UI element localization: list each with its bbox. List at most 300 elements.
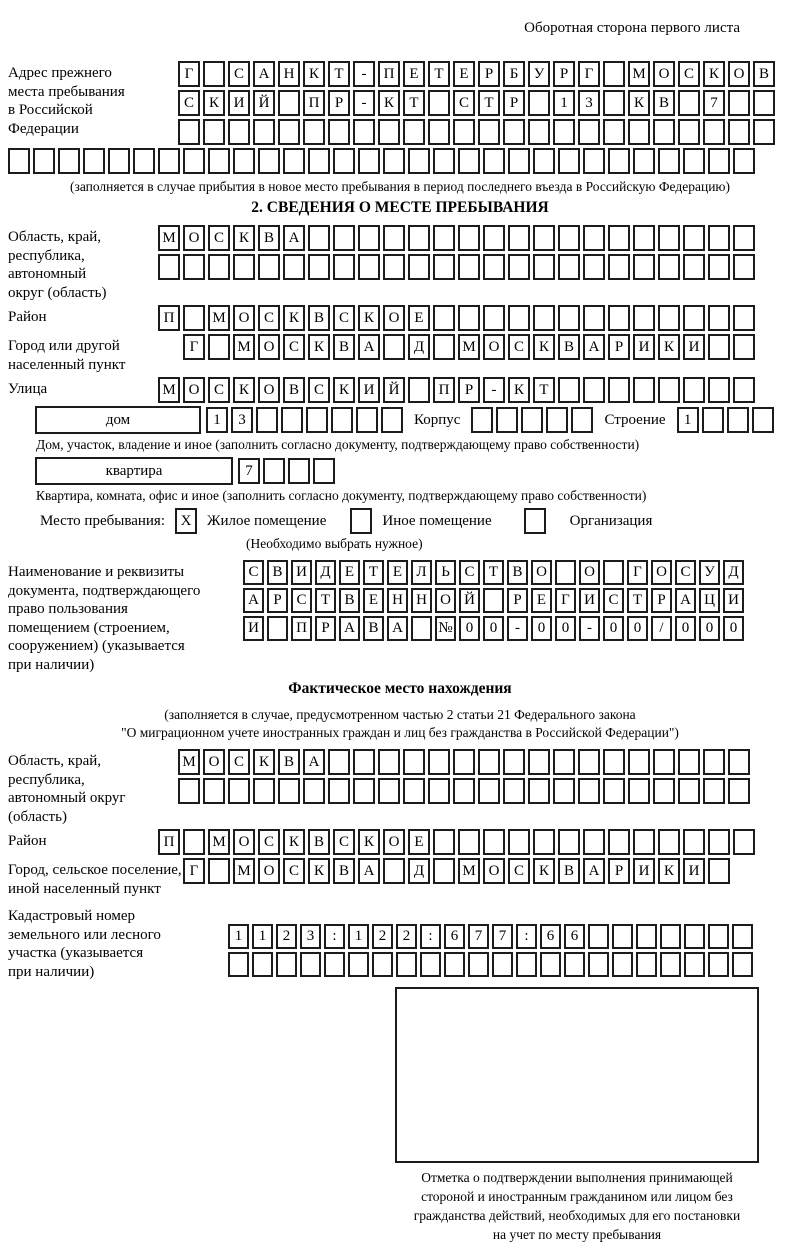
char-cell[interactable]: - (507, 616, 528, 641)
char-cell[interactable]: А (303, 749, 325, 775)
char-cell[interactable] (603, 778, 625, 804)
char-cell[interactable]: Т (328, 61, 350, 87)
char-cell[interactable]: С (333, 305, 355, 331)
char-cell[interactable] (533, 225, 555, 251)
char-cell[interactable]: Ь (435, 560, 456, 585)
char-cell[interactable] (333, 225, 355, 251)
char-cell[interactable] (183, 305, 205, 331)
char-cell[interactable] (678, 119, 700, 145)
char-cell[interactable] (603, 749, 625, 775)
char-cell[interactable]: / (651, 616, 672, 641)
char-cell[interactable]: 2 (372, 924, 393, 949)
char-cell[interactable] (228, 778, 250, 804)
char-cell[interactable] (733, 334, 755, 360)
char-cell[interactable] (483, 829, 505, 855)
char-cell[interactable]: Г (183, 858, 205, 884)
char-cell[interactable] (683, 148, 705, 174)
char-cell[interactable] (328, 119, 350, 145)
char-cell[interactable] (633, 254, 655, 280)
char-cell[interactable]: С (208, 225, 230, 251)
char-cell[interactable] (263, 458, 285, 484)
char-cell[interactable]: 7 (468, 924, 489, 949)
char-cell[interactable] (353, 778, 375, 804)
char-cell[interactable]: О (435, 588, 456, 613)
char-cell[interactable] (203, 119, 225, 145)
char-cell[interactable]: С (228, 61, 250, 87)
char-cell[interactable] (636, 924, 657, 949)
char-cell[interactable]: С (508, 858, 530, 884)
char-cell[interactable]: К (703, 61, 725, 87)
char-cell[interactable]: В (278, 749, 300, 775)
char-cell[interactable] (583, 829, 605, 855)
char-cell[interactable] (133, 148, 155, 174)
char-cell[interactable] (703, 119, 725, 145)
char-cell[interactable] (728, 778, 750, 804)
char-cell[interactable]: 1 (677, 407, 699, 433)
char-cell[interactable]: 2 (276, 924, 297, 949)
char-cell[interactable] (372, 952, 393, 977)
char-cell[interactable]: Д (408, 334, 430, 360)
char-cell[interactable]: Р (315, 616, 336, 641)
char-cell[interactable] (353, 119, 375, 145)
char-cell[interactable] (683, 225, 705, 251)
char-cell[interactable]: К (628, 90, 650, 116)
char-cell[interactable] (178, 119, 200, 145)
char-cell[interactable] (408, 225, 430, 251)
char-cell[interactable] (183, 829, 205, 855)
char-cell[interactable] (383, 858, 405, 884)
char-cell[interactable] (300, 952, 321, 977)
char-cell[interactable] (483, 254, 505, 280)
char-cell[interactable] (728, 90, 750, 116)
char-cell[interactable]: 0 (675, 616, 696, 641)
char-cell[interactable]: 3 (578, 90, 600, 116)
char-cell[interactable]: И (633, 334, 655, 360)
char-cell[interactable]: В (258, 225, 280, 251)
char-cell[interactable] (533, 305, 555, 331)
char-cell[interactable] (348, 952, 369, 977)
char-cell[interactable]: К (658, 858, 680, 884)
char-cell[interactable] (708, 858, 730, 884)
char-cell[interactable]: К (283, 829, 305, 855)
char-cell[interactable]: 1 (206, 407, 228, 433)
char-cell[interactable] (203, 778, 225, 804)
char-cell[interactable] (453, 778, 475, 804)
char-cell[interactable]: К (508, 377, 530, 403)
char-cell[interactable] (383, 254, 405, 280)
char-cell[interactable] (708, 952, 729, 977)
char-cell[interactable]: В (753, 61, 775, 87)
char-cell[interactable] (528, 778, 550, 804)
char-cell[interactable] (8, 148, 30, 174)
char-cell[interactable] (636, 952, 657, 977)
char-cell[interactable] (453, 749, 475, 775)
char-cell[interactable] (378, 778, 400, 804)
char-cell[interactable]: В (333, 858, 355, 884)
char-cell[interactable] (588, 952, 609, 977)
char-cell[interactable] (433, 334, 455, 360)
char-cell[interactable] (283, 254, 305, 280)
char-cell[interactable] (553, 749, 575, 775)
char-cell[interactable] (403, 749, 425, 775)
char-cell[interactable] (433, 148, 455, 174)
char-cell[interactable]: Л (411, 560, 432, 585)
char-cell[interactable]: С (675, 560, 696, 585)
char-cell[interactable]: П (158, 829, 180, 855)
char-cell[interactable] (678, 778, 700, 804)
char-cell[interactable] (496, 407, 518, 433)
char-cell[interactable] (608, 305, 630, 331)
checkbox-residential[interactable]: X (175, 508, 197, 534)
char-cell[interactable]: Т (403, 90, 425, 116)
char-cell[interactable]: Т (315, 588, 336, 613)
char-cell[interactable]: В (308, 829, 330, 855)
char-cell[interactable] (378, 119, 400, 145)
char-cell[interactable] (733, 225, 755, 251)
char-cell[interactable] (358, 254, 380, 280)
char-cell[interactable]: М (178, 749, 200, 775)
char-cell[interactable]: - (483, 377, 505, 403)
char-cell[interactable] (583, 225, 605, 251)
char-cell[interactable] (708, 254, 730, 280)
char-cell[interactable] (383, 225, 405, 251)
char-cell[interactable] (383, 148, 405, 174)
char-cell[interactable] (33, 148, 55, 174)
char-cell[interactable] (403, 119, 425, 145)
char-cell[interactable] (583, 305, 605, 331)
char-cell[interactable] (353, 749, 375, 775)
char-cell[interactable] (358, 225, 380, 251)
char-cell[interactable] (503, 778, 525, 804)
char-cell[interactable] (633, 377, 655, 403)
char-cell[interactable] (203, 61, 225, 87)
char-cell[interactable]: А (243, 588, 264, 613)
char-cell[interactable] (678, 749, 700, 775)
char-cell[interactable] (528, 90, 550, 116)
char-cell[interactable] (396, 952, 417, 977)
char-cell[interactable] (58, 148, 80, 174)
char-cell[interactable] (453, 119, 475, 145)
char-cell[interactable] (683, 377, 705, 403)
char-cell[interactable] (703, 749, 725, 775)
char-cell[interactable]: В (283, 377, 305, 403)
char-cell[interactable] (253, 119, 275, 145)
char-cell[interactable]: Т (483, 560, 504, 585)
char-cell[interactable]: С (508, 334, 530, 360)
char-cell[interactable] (267, 616, 288, 641)
char-cell[interactable]: И (228, 90, 250, 116)
char-cell[interactable]: М (233, 334, 255, 360)
char-cell[interactable]: 3 (231, 407, 253, 433)
checkbox-organization[interactable] (524, 508, 546, 534)
char-cell[interactable]: 1 (553, 90, 575, 116)
char-cell[interactable]: О (183, 377, 205, 403)
char-cell[interactable] (108, 148, 130, 174)
char-cell[interactable]: В (558, 334, 580, 360)
char-cell[interactable] (521, 407, 543, 433)
char-cell[interactable]: Т (627, 588, 648, 613)
char-cell[interactable] (308, 148, 330, 174)
char-cell[interactable]: : (420, 924, 441, 949)
char-cell[interactable] (253, 778, 275, 804)
char-cell[interactable] (658, 225, 680, 251)
char-cell[interactable]: Н (278, 61, 300, 87)
char-cell[interactable]: Т (478, 90, 500, 116)
char-cell[interactable]: В (267, 560, 288, 585)
char-cell[interactable] (483, 225, 505, 251)
char-cell[interactable] (508, 225, 530, 251)
char-cell[interactable] (612, 924, 633, 949)
char-cell[interactable]: К (283, 305, 305, 331)
char-cell[interactable] (633, 305, 655, 331)
char-cell[interactable]: А (387, 616, 408, 641)
char-cell[interactable] (728, 119, 750, 145)
char-cell[interactable] (684, 924, 705, 949)
char-cell[interactable] (433, 225, 455, 251)
char-cell[interactable]: В (653, 90, 675, 116)
char-cell[interactable] (588, 924, 609, 949)
checkbox-other-premises[interactable] (350, 508, 372, 534)
char-cell[interactable]: К (233, 225, 255, 251)
char-cell[interactable] (612, 952, 633, 977)
char-cell[interactable] (483, 305, 505, 331)
char-cell[interactable] (403, 778, 425, 804)
char-cell[interactable] (732, 952, 753, 977)
char-cell[interactable] (444, 952, 465, 977)
char-cell[interactable]: Г (183, 334, 205, 360)
char-cell[interactable] (333, 254, 355, 280)
char-cell[interactable] (208, 858, 230, 884)
char-cell[interactable]: В (308, 305, 330, 331)
char-cell[interactable] (478, 749, 500, 775)
char-cell[interactable] (533, 829, 555, 855)
char-cell[interactable] (578, 749, 600, 775)
char-cell[interactable] (653, 119, 675, 145)
char-cell[interactable]: Г (555, 588, 576, 613)
char-cell[interactable] (303, 119, 325, 145)
char-cell[interactable]: К (203, 90, 225, 116)
char-cell[interactable]: Р (608, 858, 630, 884)
char-cell[interactable]: Д (723, 560, 744, 585)
char-cell[interactable] (583, 254, 605, 280)
char-cell[interactable]: Р (608, 334, 630, 360)
char-cell[interactable]: А (583, 334, 605, 360)
char-cell[interactable] (658, 148, 680, 174)
char-cell[interactable]: И (723, 588, 744, 613)
char-cell[interactable]: Р (478, 61, 500, 87)
char-cell[interactable] (178, 778, 200, 804)
char-cell[interactable] (708, 334, 730, 360)
char-cell[interactable] (733, 305, 755, 331)
char-cell[interactable]: И (291, 560, 312, 585)
char-cell[interactable] (256, 407, 278, 433)
char-cell[interactable]: О (233, 829, 255, 855)
char-cell[interactable]: О (383, 829, 405, 855)
char-cell[interactable] (583, 148, 605, 174)
char-cell[interactable] (408, 377, 430, 403)
char-cell[interactable]: О (203, 749, 225, 775)
char-cell[interactable] (503, 119, 525, 145)
char-cell[interactable]: А (675, 588, 696, 613)
char-cell[interactable] (468, 952, 489, 977)
char-cell[interactable] (458, 829, 480, 855)
char-cell[interactable] (278, 778, 300, 804)
char-cell[interactable] (258, 148, 280, 174)
char-cell[interactable] (533, 148, 555, 174)
char-cell[interactable] (658, 254, 680, 280)
char-cell[interactable]: С (228, 749, 250, 775)
char-cell[interactable]: Е (363, 588, 384, 613)
char-cell[interactable] (328, 749, 350, 775)
char-cell[interactable] (458, 148, 480, 174)
char-cell[interactable]: М (628, 61, 650, 87)
char-cell[interactable]: С (283, 858, 305, 884)
char-cell[interactable] (458, 305, 480, 331)
char-cell[interactable] (433, 858, 455, 884)
char-cell[interactable] (381, 407, 403, 433)
char-cell[interactable] (528, 119, 550, 145)
char-cell[interactable]: В (558, 858, 580, 884)
char-cell[interactable] (83, 148, 105, 174)
char-cell[interactable]: О (651, 560, 672, 585)
char-cell[interactable]: Г (178, 61, 200, 87)
char-cell[interactable]: И (243, 616, 264, 641)
char-cell[interactable]: С (178, 90, 200, 116)
char-cell[interactable]: В (333, 334, 355, 360)
char-cell[interactable] (358, 148, 380, 174)
char-cell[interactable]: О (728, 61, 750, 87)
char-cell[interactable]: С (678, 61, 700, 87)
char-cell[interactable]: К (378, 90, 400, 116)
char-cell[interactable]: О (383, 305, 405, 331)
char-cell[interactable] (183, 254, 205, 280)
char-cell[interactable] (208, 148, 230, 174)
char-cell[interactable] (528, 749, 550, 775)
char-cell[interactable]: У (528, 61, 550, 87)
char-cell[interactable] (702, 407, 724, 433)
char-cell[interactable]: М (158, 225, 180, 251)
char-cell[interactable] (478, 119, 500, 145)
char-cell[interactable]: С (308, 377, 330, 403)
char-cell[interactable]: Е (403, 61, 425, 87)
char-cell[interactable]: Е (339, 560, 360, 585)
char-cell[interactable] (683, 829, 705, 855)
char-cell[interactable] (258, 254, 280, 280)
char-cell[interactable] (308, 225, 330, 251)
char-cell[interactable] (633, 829, 655, 855)
char-cell[interactable] (281, 407, 303, 433)
char-cell[interactable]: А (583, 858, 605, 884)
char-cell[interactable] (603, 560, 624, 585)
char-cell[interactable]: К (308, 858, 330, 884)
char-cell[interactable]: С (603, 588, 624, 613)
char-cell[interactable] (578, 778, 600, 804)
char-cell[interactable]: Й (253, 90, 275, 116)
char-cell[interactable] (653, 749, 675, 775)
char-cell[interactable] (553, 119, 575, 145)
char-cell[interactable] (383, 334, 405, 360)
char-cell[interactable]: Т (428, 61, 450, 87)
char-cell[interactable] (378, 749, 400, 775)
char-cell[interactable] (408, 148, 430, 174)
char-cell[interactable]: 1 (252, 924, 273, 949)
char-cell[interactable] (306, 407, 328, 433)
char-cell[interactable]: Е (387, 560, 408, 585)
char-cell[interactable]: 6 (444, 924, 465, 949)
char-cell[interactable]: 1 (228, 924, 249, 949)
char-cell[interactable]: М (458, 858, 480, 884)
char-cell[interactable] (608, 377, 630, 403)
char-cell[interactable] (708, 829, 730, 855)
char-cell[interactable]: Б (503, 61, 525, 87)
char-cell[interactable] (411, 616, 432, 641)
char-cell[interactable]: Р (503, 90, 525, 116)
char-cell[interactable] (303, 778, 325, 804)
char-cell[interactable] (252, 952, 273, 977)
char-cell[interactable] (583, 377, 605, 403)
char-cell[interactable]: П (291, 616, 312, 641)
char-cell[interactable] (483, 148, 505, 174)
char-cell[interactable]: Е (453, 61, 475, 87)
char-cell[interactable]: М (458, 334, 480, 360)
char-cell[interactable] (483, 588, 504, 613)
char-cell[interactable] (628, 749, 650, 775)
char-cell[interactable] (752, 407, 774, 433)
char-cell[interactable]: И (683, 858, 705, 884)
char-cell[interactable] (158, 148, 180, 174)
char-cell[interactable] (608, 148, 630, 174)
char-cell[interactable] (571, 407, 593, 433)
char-cell[interactable] (753, 90, 775, 116)
char-cell[interactable] (708, 377, 730, 403)
char-cell[interactable]: 0 (555, 616, 576, 641)
char-cell[interactable] (428, 778, 450, 804)
char-cell[interactable] (333, 148, 355, 174)
char-cell[interactable]: 1 (348, 924, 369, 949)
char-cell[interactable] (228, 119, 250, 145)
char-cell[interactable] (660, 924, 681, 949)
char-cell[interactable]: М (233, 858, 255, 884)
char-cell[interactable] (324, 952, 345, 977)
char-cell[interactable]: : (516, 924, 537, 949)
char-cell[interactable] (478, 778, 500, 804)
char-cell[interactable] (208, 334, 230, 360)
char-cell[interactable]: С (258, 305, 280, 331)
char-cell[interactable]: К (533, 858, 555, 884)
char-cell[interactable]: О (233, 305, 255, 331)
char-cell[interactable] (708, 148, 730, 174)
char-cell[interactable] (533, 254, 555, 280)
char-cell[interactable]: Т (363, 560, 384, 585)
char-cell[interactable]: К (358, 829, 380, 855)
char-cell[interactable] (555, 560, 576, 585)
char-cell[interactable]: - (353, 61, 375, 87)
char-cell[interactable]: К (253, 749, 275, 775)
char-cell[interactable] (708, 225, 730, 251)
char-cell[interactable] (420, 952, 441, 977)
char-cell[interactable] (503, 749, 525, 775)
char-cell[interactable]: Е (408, 305, 430, 331)
char-cell[interactable]: О (183, 225, 205, 251)
char-cell[interactable]: 6 (564, 924, 585, 949)
char-cell[interactable]: В (363, 616, 384, 641)
char-cell[interactable] (603, 119, 625, 145)
char-cell[interactable] (733, 377, 755, 403)
char-cell[interactable] (658, 377, 680, 403)
char-cell[interactable]: 2 (396, 924, 417, 949)
char-cell[interactable]: У (699, 560, 720, 585)
char-cell[interactable] (328, 778, 350, 804)
